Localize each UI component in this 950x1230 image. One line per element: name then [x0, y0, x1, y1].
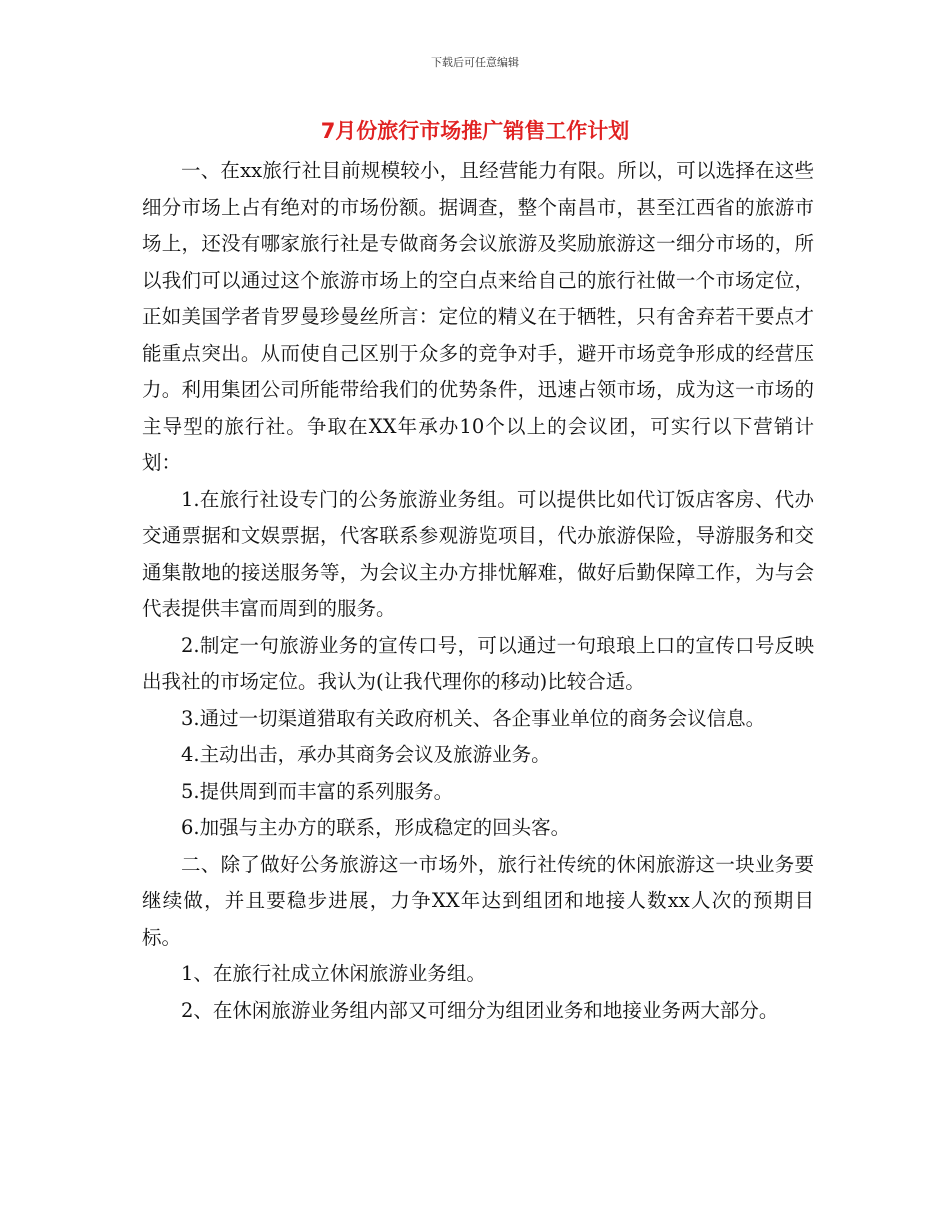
header-note: 下载后可任意编辑: [431, 56, 519, 69]
paragraph: 2、在休闲旅游业务组内部又可细分为组团业务和地接业务两大部分。: [181, 998, 779, 1022]
document-title: 7月份旅行市场推广销售工作计划: [320, 119, 630, 143]
paragraph: 4.主动出击，承办其商务会议及旅游业务。: [181, 743, 551, 766]
paragraph: 一、在xx旅行社目前规模较小，且经营能力有限。所以，可以选择在这些细分市场上占有绝对的市场份额。据调查，整个南昌市，甚至江西省的旅游市场上，还没有哪家旅行社是专做商务会议旅游及奖励旅游这一细分市场的，所以我们可以通过这个旅游市场上的空白点来给自己的旅行社做一个市场定位，正如美国学者肯罗曼珍曼丝所言：定位的精义在于牺牲，只有舍弃若干要点才能重点突出。从而使自己区别于众多的竞争对手，避开市场竞争形成的经营压力。利用集团公司所能带给我们的优势条件，迅速占领市场，成为这一市场的主导型的旅行社。争取在XX年承办10个以上的会议团，可实行以下营销计划：: [142, 159, 814, 474]
paragraph: 1.在旅行社设专门的公务旅游业务组。可以提供比如代订饭店客房、代办交通票据和文娱票据，代客联系参观游览项目，代办旅游保险，导游服务和交通集散地的接送服务等，为会议主办方排忧解难，做好后勤保障工作，为与会代表提供丰富而周到的服务。: [142, 487, 814, 620]
document-body: [142, 153, 814, 1029]
paragraph: 1、在旅行社成立休闲旅游业务组。: [181, 962, 486, 985]
paragraph: 5.提供周到而丰富的系列服务。: [181, 779, 454, 803]
paragraph: 6.加强与主办方的联系，形成稳定的回头客。: [181, 816, 571, 839]
paragraph: 3.通过一切渠道猎取有关政府机关、各企事业单位的商务会议信息。: [181, 706, 766, 730]
paragraph: 二、除了做好公务旅游这一市场外，旅行社传统的休闲旅游这一块业务要继续做，并且要稳步进展，力争XX年达到组团和地接人数xx人次的预期目标。: [142, 852, 814, 949]
paragraph: 2.制定一句旅游业务的宣传口号，可以通过一句琅琅上口的宣传口号反映出我社的市场定位。我认为(让我代理你的移动)比较合适。: [142, 633, 814, 693]
